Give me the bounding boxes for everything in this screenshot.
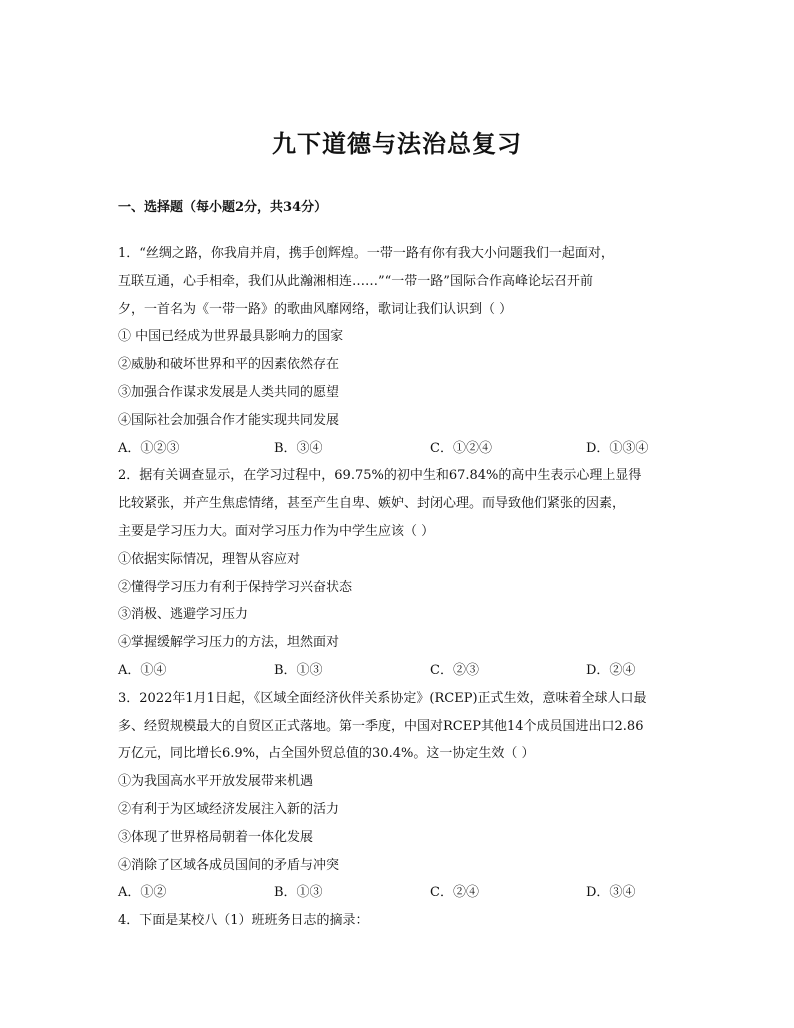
section-heading: 一、选择题（每小题2分，共34分）	[118, 200, 328, 215]
question-stem-line: 夕，一首名为《一带一路》的歌曲风靡网络，歌词让我们认识到（ ）	[118, 301, 513, 317]
question-list	[118, 240, 678, 935]
question-stem-line: 1．“丝绸之路，你我肩并肩，携手创辉煌。一带一路有你有我大小问题我们一起面对，	[118, 246, 614, 261]
statement-option: ①为我国高水平开放发展带来机遇	[118, 774, 314, 790]
choice-d[interactable]: D．①③④	[586, 440, 649, 456]
question-stem-line: 多、经贸规模最大的自贸区正式落地。第一季度，中国对RCEP其他14个成员国进出口2.86	[118, 718, 644, 734]
choice-d[interactable]: D．③④	[586, 885, 636, 901]
choice-a[interactable]: A．①④	[118, 662, 167, 678]
choice-b[interactable]: B．③④	[274, 440, 323, 456]
question-4	[118, 907, 678, 935]
statement-option: ④消除了区域各成员国间的矛盾与冲突	[118, 857, 340, 873]
question-stem-line: 4．下面是某校八（1）班班务日志的摘录：	[118, 913, 369, 929]
statement-option: ③消极、逃避学习压力	[118, 607, 249, 623]
question-stem-line: 主要是学习压力大。面对学习压力作为中学生应该（ ）	[118, 523, 435, 539]
choice-c[interactable]: C．②③	[430, 662, 479, 678]
question-stem-line: 2．据有关调查显示，在学习过程中，69.75%的初中生和67.84%的高中生表示心理上显得	[118, 468, 642, 484]
statement-option: ④掌握缓解学习压力的方法，坦然面对	[118, 635, 340, 651]
choice-c[interactable]: C．①②④	[430, 440, 492, 456]
statement-option: ③加强合作谋求发展是人类共同的愿望	[118, 384, 340, 400]
question-stem-line: 互联互通，心手相牵，我们从此瀚湘相连……”“一带一路”国际合作高峰论坛召开前	[118, 273, 593, 289]
question-stem-line: 比较紧张，并产生焦虑情绪，甚至产生自卑、嫉妒、封闭心理。而导致他们紧张的因素，	[118, 496, 626, 512]
question-3	[118, 685, 678, 907]
choice-d[interactable]: D．②④	[586, 662, 636, 678]
statement-option: ③体现了世界格局朝着一体化发展	[118, 829, 314, 845]
choice-b[interactable]: B．①③	[274, 885, 323, 901]
question-stem-line: 万亿元，同比增长6.9%，占全国外贸总值的30.4%。这一协定生效（ ）	[118, 746, 535, 762]
statement-option: ① 中国已经成为世界最具影响力的国家	[118, 329, 344, 345]
choice-b[interactable]: B．①③	[274, 662, 323, 678]
question-1	[118, 240, 678, 462]
choice-c[interactable]: C．②④	[430, 885, 479, 901]
statement-option: ④国际社会加强合作才能实现共同发展	[118, 412, 340, 428]
statement-option: ①依据实际情况，理智从容应对	[118, 551, 301, 567]
question-stem-line: 3．2022年1月1日起，《区域全面经济伙伴关系协定》(RCEP)正式生效，意味着全球人口最	[118, 690, 647, 706]
statement-option: ②有利于为区域经济发展注入新的活力	[118, 801, 340, 817]
choice-a[interactable]: A．①②③	[118, 440, 180, 456]
choice-a[interactable]: A．①②	[118, 885, 167, 901]
answer-choices	[118, 435, 678, 463]
answer-choices	[118, 879, 678, 907]
statement-option: ②威胁和破坏世界和平的因素依然存在	[118, 357, 340, 373]
answer-choices	[118, 657, 678, 685]
page-title: 九下道德与法治总复习	[272, 129, 522, 158]
statement-option: ②懂得学习压力有利于保持学习兴奋状态	[118, 579, 353, 595]
question-2	[118, 462, 678, 684]
